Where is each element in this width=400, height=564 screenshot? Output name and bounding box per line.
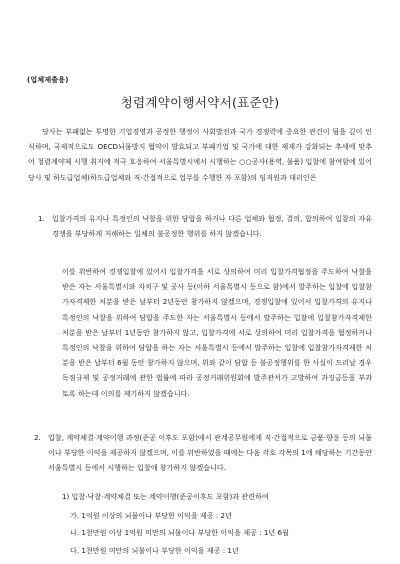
clause-1 (38, 211, 372, 241)
clause-1-number: 1. (38, 214, 45, 223)
clause-2-number: 2. (34, 433, 41, 442)
clause-2-sub-1: 1) 입찰·낙찰·계약체결 또는 계약이행(준공이후도 포함)과 관련하여 (62, 492, 269, 501)
clause-2-text: 입찰, 계약체결·계약이행 과정(준공 이후도 포함)에서 관계공무원에게 직·간접적으로 금품·향응 등의 뇌물이나 부당한 이익을 제공하지 않겠으며, 이를 위반하였을 때에는 다음 각호 각목의 1에 해당하는 기간동안 서울특별시 등에서 시행하는 입찰에 참가하지 않겠습니다. (48, 433, 372, 473)
clause-1-text: 입찰가격의 유지나 특정인의 낙찰을 위한 담합을 하거나 다른 업체와 협정, 결의, 합의하여 입찰의 자유경쟁을 부당하게 저해하는 일체의 불공정한 행위를 하지 않겠습니다. (52, 214, 372, 239)
clause-2-sub-na: 나. 1천만원 이상 1억원 미만의 뇌물이나 부당한 이익을 제공 : 1년 6월 (70, 528, 289, 537)
intro-paragraph: 당사는 부패없는 투명한 기업경영과 공정한 행정이 사회발전과 국가 경쟁력에 중요한 관건이 됨을 깊이 인식하며, 국제적으로도 OECD뇌물방지 협약이 발효되고 부패기업 및 국가에 대한 제재가 강화되는 추세에 맞추어 청렴계약제 시행 취지에 적극 호응하여 서울특별시에서 시행하는 ○○공사(용역, 물품) 입찰에 참여함에 있어 당사 및 하도급업체(하도급업체와 직·간접적으로 업무를 수행한 자 포함)의 임직원과 대리인은 (28, 127, 372, 182)
document-tag: (업체제출용) (27, 76, 69, 84)
clause-2-sub-ga: 가. 1억원 이상의 뇌물이나 부당한 이익을 제공 : 2년 (70, 511, 232, 520)
clause-2-sub-da: 다. 1천만원 미만의 뇌물이나 부당한 이익을 제공 : 1년 (70, 546, 239, 555)
clause-1-detail: 이를 위반하여 경쟁입찰에 있어서 입찰가격을 서로 상의하여 미리 입찰가격협정을 주도하여 낙찰을 받은 자는 서울특별시와 자치구 및 공사 등(이하 서울특별시 등으로 함)에서 발주하는 입찰에 입찰참가자격제한 처분을 받은 날부터 2년동안 참가하지 않겠으며, 경쟁입찰에 있어서 입찰가격의 유지나 특정인의 낙찰을 위하여 담합을 주도한 자는 서울특별시 등에서 발주하는 입찰에 입찰참가자격제한 처분을 받은 날부터 1년동안 참가하지 않고, 입찰가격에 서로 상의하여 미리 입찰가격을 협정하거나 특정인의 낙찰을 위하여 담합을 하는 자는 서울특별시 등에서 발주하는 입찰에 입찰참가자격제한 처분을 받은 날부터 6월 동안 참가하지 않으며, 위와 같이 담합 등 불공정행위를 한 사실이 드러날 경우 독점규제 및 공정거래에 관한 법률에 따라 공정거래위원회에 발주관서가 고발하여 과징금등을 부과토록 하는데 이의를 제기하지 않겠습니다. (62, 267, 372, 398)
clause-2 (34, 430, 372, 476)
document-title: 청렴계약이행서약서(표준안) (120, 95, 280, 110)
